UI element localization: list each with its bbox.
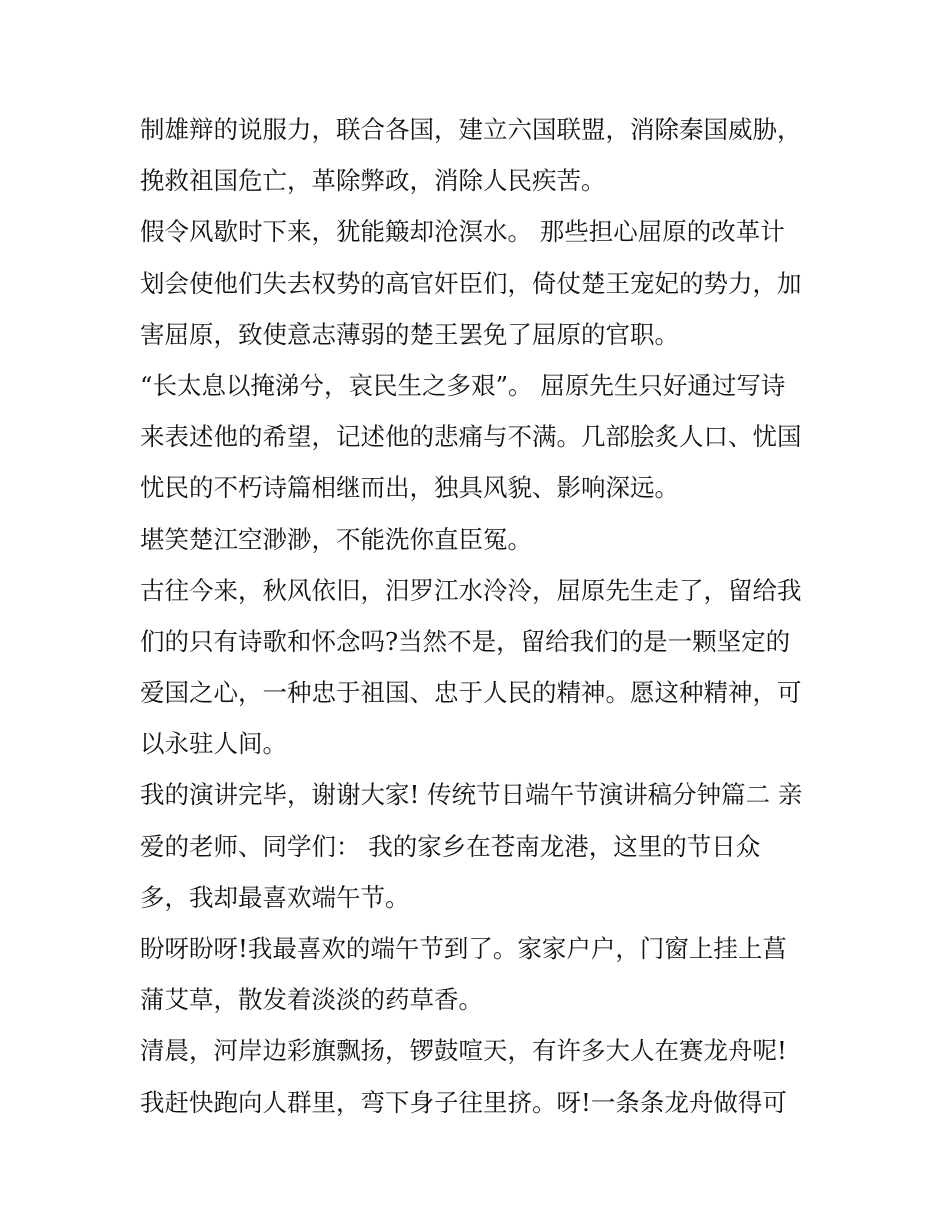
- text-line: 我赶快跑向人群里，弯下身子往里挤。呀!一条条龙舟做得可: [140, 1087, 787, 1117]
- text-line: 我的演讲完毕，谢谢大家! 传统节日端午节演讲稿分钟篇二 亲: [140, 780, 803, 810]
- text-line: 堪笑楚江空渺渺，不能洗你直臣冤。: [140, 524, 532, 554]
- text-line: 来表述他的希望，记述他的悲痛与不满。几部脍炙人口、忧国: [140, 422, 802, 452]
- text-line: 爱的老师、同学们： 我的家乡在苍南龙港，这里的节日众: [140, 831, 761, 861]
- text-line: 以永驻人间。: [140, 729, 287, 759]
- text-line: 制雄辩的说服力，联合各国，建立六国联盟，消除秦国威胁，: [140, 115, 802, 144]
- text-line: 忧民的不朽诗篇相继而出，独具风貌、影响深远。: [140, 473, 679, 503]
- text-line: “长太息以掩涕兮，哀民生之多艰”。 屈原先生只好通过写诗: [140, 370, 786, 400]
- text-line: 害屈原，致使意志薄弱的楚王罢免了屈原的官职。: [140, 319, 679, 349]
- text-line: 盼呀盼呀!我最喜欢的端午节到了。家家户户，门窗上挂上菖: [140, 934, 787, 963]
- text-line: 划会使他们失去权势的高官奸臣们，倚仗楚王宠妃的势力，加: [140, 268, 802, 298]
- text-line: 爱国之心，一种忠于祖国、忠于人民的精神。愿这种精神，可: [140, 678, 802, 708]
- document-body: [140, 104, 820, 1128]
- text-line: 们的只有诗歌和怀念吗?当然不是，留给我们的是一颗坚定的: [140, 626, 791, 656]
- text-line: 挽救祖国危亡，革除弊政，消除人民疾苦。: [140, 166, 606, 196]
- text-line: 多，我却最喜欢端午节。: [140, 882, 410, 912]
- text-line: 清晨，河岸边彩旗飘扬，锣鼓喧天，有许多大人在赛龙舟呢!: [140, 1036, 787, 1066]
- text-line: 蒲艾草，散发着淡淡的药草香。: [140, 985, 483, 1015]
- text-line: 假令风歇时下来，犹能簸却沧溟水。 那些担心屈原的改革计: [140, 217, 785, 247]
- text-line: 古往今来，秋风依旧，汨罗江水泠泠，屈原先生走了，留给我: [140, 575, 802, 605]
